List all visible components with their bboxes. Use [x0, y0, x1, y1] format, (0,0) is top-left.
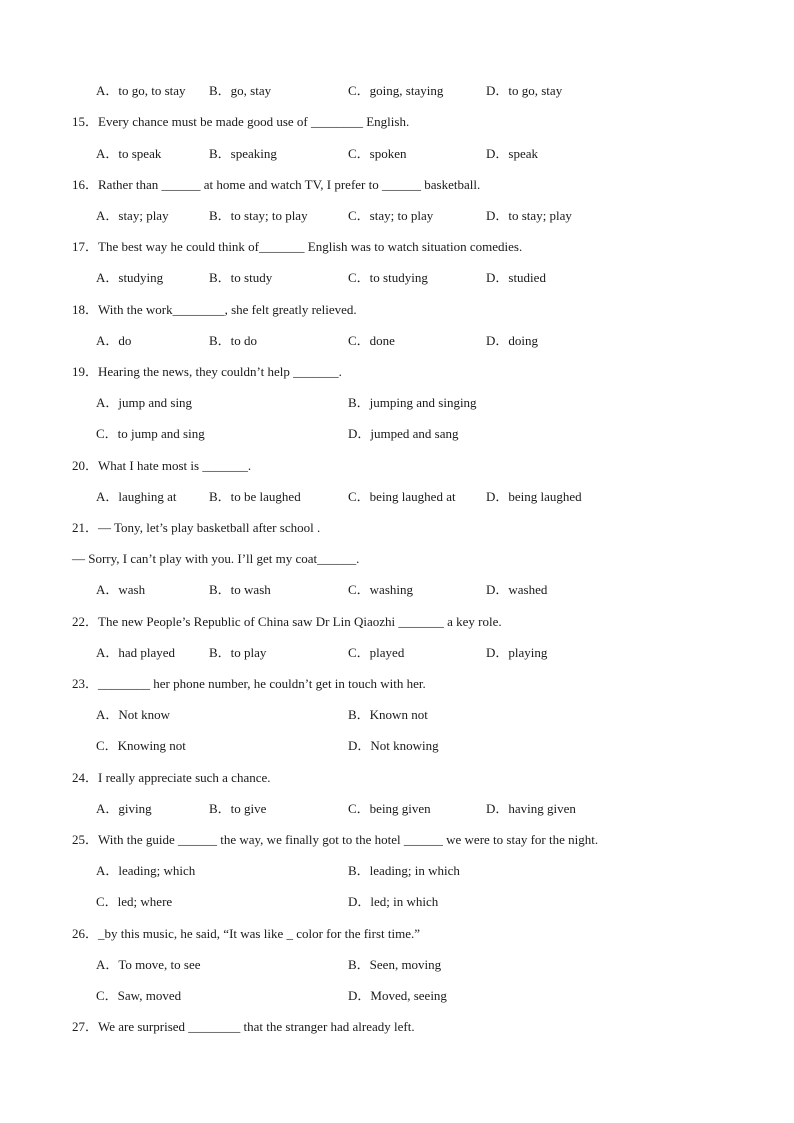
- option-d: D．led; in which: [348, 894, 439, 909]
- option-d: D．studied: [486, 270, 546, 285]
- option-d: D．having given: [486, 801, 576, 816]
- option-c: C．to jump and sing: [96, 426, 205, 441]
- question-stem: 27．We are surprised ________ that the stranger had already left.: [72, 1019, 415, 1034]
- dialogue-reply: — Sorry, I can’t play with you. I’ll get my coat______.: [72, 551, 360, 566]
- option-a: A．laughing at: [96, 489, 177, 504]
- option-d: D．to go, stay: [486, 83, 563, 98]
- question-18: [0, 300, 794, 320]
- option-d: D．doing: [486, 333, 539, 348]
- question-26: [0, 924, 794, 944]
- option-b: B．to stay; to play: [209, 208, 308, 223]
- option-c: C．being given: [348, 801, 431, 816]
- option-c: C．done: [348, 333, 395, 348]
- option-c: C．spoken: [348, 146, 407, 161]
- question-stem: 25．With the guide ______ the way, we finally got to the hotel ______ we were to stay for the night.: [72, 832, 599, 847]
- option-b: B．Known not: [348, 707, 428, 722]
- options-row: [0, 144, 794, 164]
- options-row: [0, 580, 794, 600]
- option-b: B．jumping and singing: [348, 395, 477, 410]
- question-16: [0, 175, 794, 195]
- question-stem: 15．Every chance must be made good use of ________ English.: [72, 114, 410, 129]
- question-stem: 20．What I hate most is _______.: [72, 458, 252, 473]
- option-d: D．being laughed: [486, 489, 582, 504]
- question-23: [0, 674, 794, 694]
- options-row: [0, 424, 794, 444]
- question-24: [0, 768, 794, 788]
- option-a: A．leading; which: [96, 863, 196, 878]
- option-a: A．do: [96, 333, 132, 348]
- option-d: D．speak: [486, 146, 538, 161]
- question-dialogue-line: [0, 549, 794, 569]
- question-stem: 17．The best way he could think of_______ English was to watch situation comedies.: [72, 239, 523, 254]
- options-row: [0, 799, 794, 819]
- option-d: D．jumped and sang: [348, 426, 459, 441]
- question-stem: 21．— Tony, let’s play basketball after school .: [72, 520, 321, 535]
- option-c: C．being laughed at: [348, 489, 456, 504]
- option-b: B．to study: [209, 270, 273, 285]
- option-a: A．to go, to stay: [96, 83, 186, 98]
- option-c: C．stay; to play: [348, 208, 434, 223]
- options-row: [0, 736, 794, 756]
- option-b: B．to be laughed: [209, 489, 301, 504]
- option-d: D．Not knowing: [348, 738, 439, 753]
- options-row: [0, 268, 794, 288]
- option-a: A．jump and sing: [96, 395, 193, 410]
- option-a: A．wash: [96, 582, 146, 597]
- question-stem: 24．I really appreciate such a chance.: [72, 770, 271, 785]
- option-a: A．giving: [96, 801, 152, 816]
- option-b: B．Seen, moving: [348, 957, 442, 972]
- option-a: A．To move, to see: [96, 957, 201, 972]
- options-row: [0, 487, 794, 507]
- question-stem: 26．_by this music, he said, “It was like _ color for the first time.”: [72, 926, 421, 941]
- option-c: C．Saw, moved: [96, 988, 182, 1003]
- option-c: C．washing: [348, 582, 414, 597]
- option-a: A．studying: [96, 270, 164, 285]
- option-c: C．going, staying: [348, 83, 444, 98]
- options-row: [0, 861, 794, 881]
- option-b: B．speaking: [209, 146, 277, 161]
- options-row: [0, 206, 794, 226]
- options-row: [0, 393, 794, 413]
- option-b: B．go, stay: [209, 83, 272, 98]
- question-27: [0, 1017, 794, 1037]
- option-c: C．led; where: [96, 894, 173, 909]
- question-25: [0, 830, 794, 850]
- option-b: B．to wash: [209, 582, 271, 597]
- option-b: B．to play: [209, 645, 267, 660]
- option-d: D．washed: [486, 582, 548, 597]
- question-19: [0, 362, 794, 382]
- option-d: D．Moved, seeing: [348, 988, 447, 1003]
- question-15: [0, 112, 794, 132]
- option-a: A．had played: [96, 645, 176, 660]
- option-c: C．Knowing not: [96, 738, 186, 753]
- option-a: A．stay; play: [96, 208, 169, 223]
- option-c: C．to studying: [348, 270, 428, 285]
- option-a: A．to speak: [96, 146, 162, 161]
- option-b: B．leading; in which: [348, 863, 460, 878]
- option-c: C．played: [348, 645, 405, 660]
- options-row: [0, 331, 794, 351]
- options-row: [0, 705, 794, 725]
- options-row: [0, 955, 794, 975]
- question-20: [0, 456, 794, 476]
- question-21: [0, 518, 794, 538]
- options-row: [0, 986, 794, 1006]
- question-stem: 19．Hearing the news, they couldn’t help _______.: [72, 364, 342, 379]
- option-d: D．to stay; play: [486, 208, 572, 223]
- options-row: [0, 892, 794, 912]
- question-stem: 23．________ her phone number, he couldn’t get in touch with her.: [72, 676, 426, 691]
- option-b: B．to do: [209, 333, 258, 348]
- option-b: B．to give: [209, 801, 267, 816]
- option-a: A．Not know: [96, 707, 171, 722]
- question-stem: 16．Rather than ______ at home and watch TV, I prefer to ______ basketball.: [72, 177, 481, 192]
- options-row: [0, 81, 794, 101]
- question-22: [0, 612, 794, 632]
- question-stem: 22．The new People’s Republic of China saw Dr Lin Qiaozhi _______ a key role.: [72, 614, 502, 629]
- option-d: D．playing: [486, 645, 548, 660]
- question-17: [0, 237, 794, 257]
- options-row: [0, 643, 794, 663]
- question-stem: 18．With the work________, she felt greatly relieved.: [72, 302, 357, 317]
